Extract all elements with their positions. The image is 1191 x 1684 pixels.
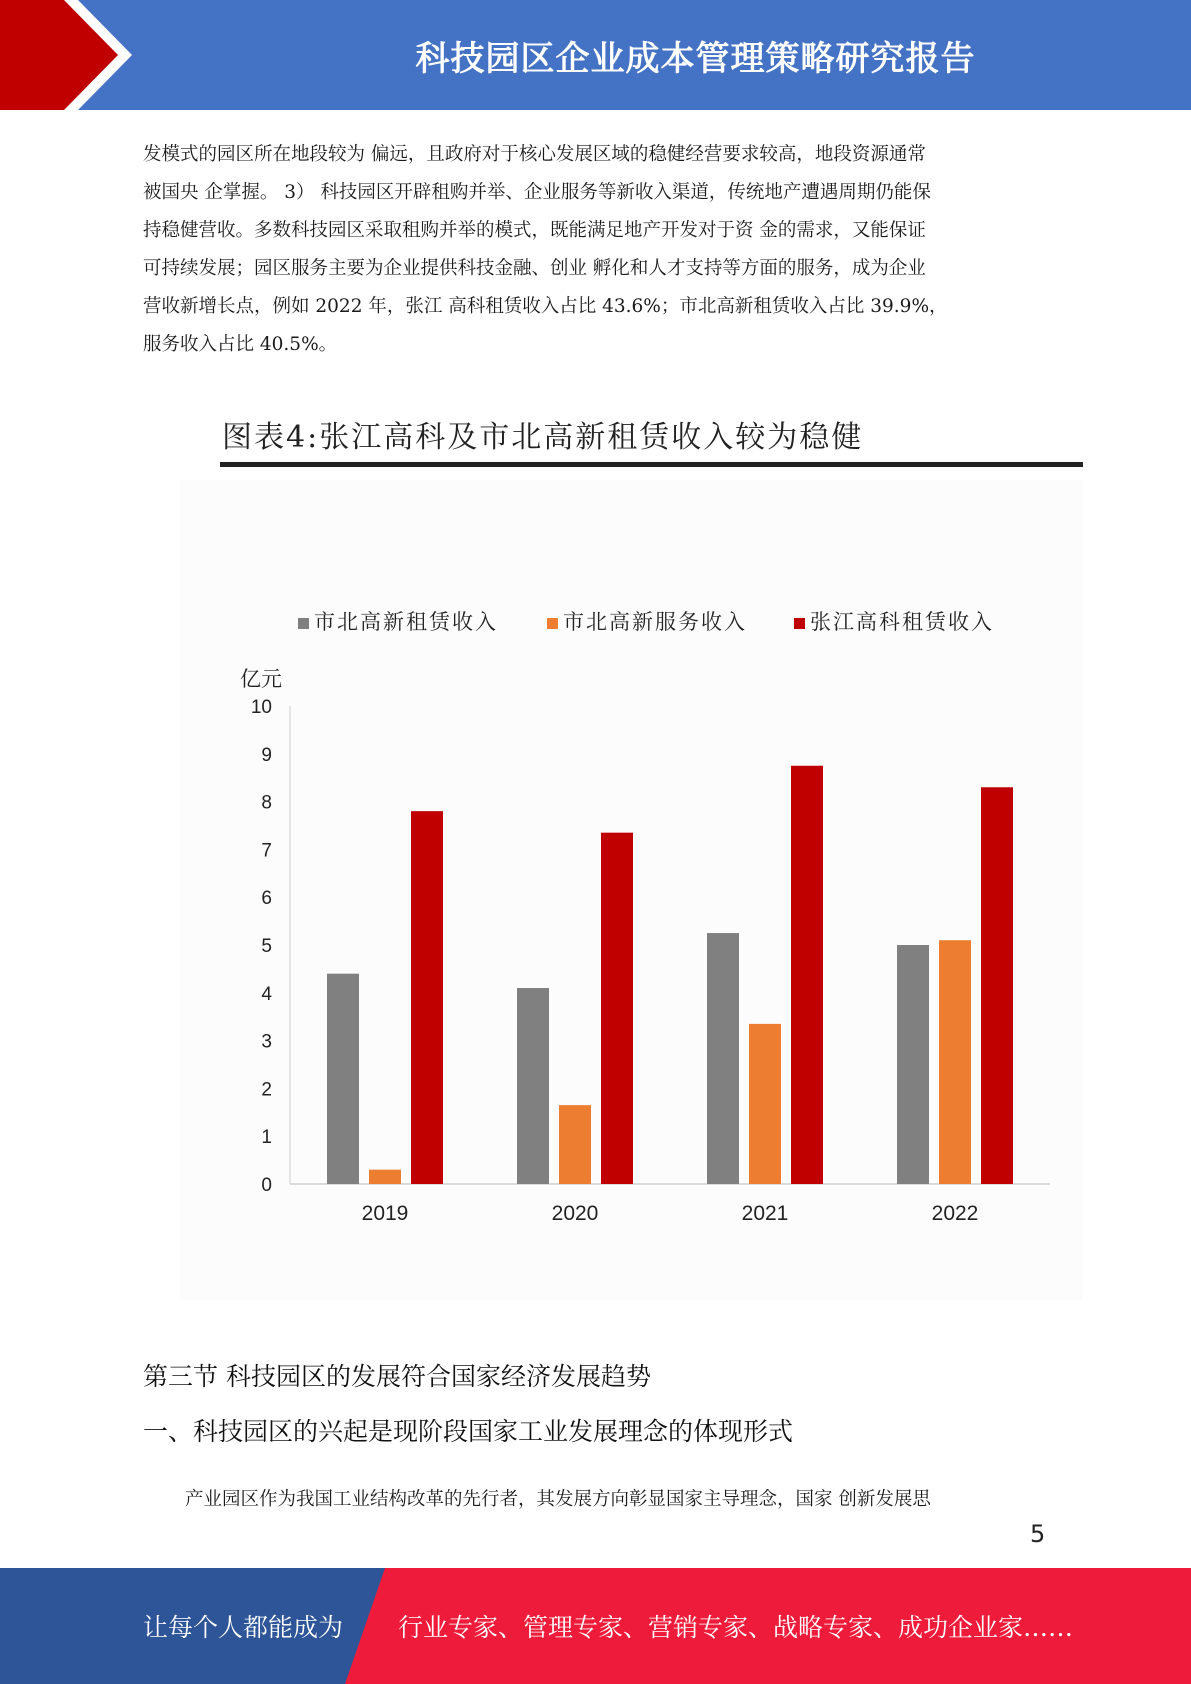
legend-label: 市北高新服务收入 [563, 610, 747, 634]
bar-3 [601, 833, 633, 1184]
x-tick-label: 2020 [551, 1202, 599, 1225]
section-heading: 第三节 科技园区的发展符合国家经济发展趋势 [143, 1362, 651, 1391]
legend-swatch [298, 618, 309, 629]
y-tick-label: 5 [261, 936, 272, 957]
y-tick-label: 8 [261, 792, 272, 814]
bar-3 [791, 766, 823, 1184]
bar-1 [707, 933, 739, 1184]
x-tick-label: 2019 [361, 1202, 409, 1225]
legend-label: 市北高新租赁收入 [314, 610, 498, 634]
body-line: 被国央 企掌握。 3） 科技园区开辟租购并举、企业服务等新收入渠道，传统地产遭遇周期仍能保 [143, 182, 931, 203]
y-tick-label: 6 [261, 888, 272, 910]
bar-1 [897, 945, 929, 1184]
y-tick-label: 0 [261, 1175, 272, 1196]
page-number: 5 [1030, 1520, 1046, 1548]
body-paragraph [143, 136, 1048, 364]
y-tick-label: 10 [250, 697, 272, 718]
y-axis-label: 亿元 [240, 667, 282, 691]
figure-title: 图表4:张江高科及市北高新租赁收入较为稳健 [222, 420, 864, 455]
page-header [0, 0, 1191, 110]
bar-2 [939, 940, 971, 1184]
legend-swatch [547, 618, 558, 629]
body-line: 营收新增长点，例如 2022 年，张江 高科租赁收入占比 43.6%；市北高新租赁收入占比 39.9%， [143, 296, 948, 317]
bar-2 [559, 1105, 591, 1184]
subsection-heading: 一、科技园区的兴起是现阶段国家工业发展理念的体现形式 [143, 1417, 794, 1446]
y-tick-label: 9 [261, 744, 272, 766]
x-tick-label: 2021 [741, 1202, 789, 1225]
bar-1 [517, 988, 549, 1184]
page-footer [0, 1568, 1191, 1684]
x-tick-label: 2022 [931, 1202, 979, 1225]
footer-slogan-left: 让每个人都能成为 [143, 1613, 344, 1642]
y-tick-label: 1 [261, 1127, 272, 1149]
document-title: 科技园区企业成本管理策略研究报告 [415, 38, 976, 79]
bar-1 [327, 974, 359, 1184]
bar-2 [369, 1170, 401, 1184]
bar-2 [749, 1024, 781, 1184]
body-line: 发模式的园区所在地段较为 偏远，且政府对于核心发展区域的稳健经营要求较高，地段资源通常 [143, 144, 926, 165]
legend-swatch [794, 618, 805, 629]
y-tick-label: 4 [261, 983, 272, 1005]
bar-chart [180, 480, 1082, 1300]
y-tick-label: 2 [261, 1079, 272, 1101]
figure-title-rule [220, 462, 1083, 467]
section-paragraph: 产业园区作为我国工业结构改革的先行者，其发展方向彰显国家主导理念，国家 创新发展思 [185, 1489, 931, 1510]
body-line: 服务收入占比 40.5%。 [143, 334, 338, 355]
legend-label: 张江高科租赁收入 [810, 610, 994, 634]
footer-slogan-right: 行业专家、管理专家、营销专家、战略专家、成功企业家…… [398, 1613, 1074, 1642]
bar-3 [981, 787, 1013, 1184]
body-line: 持稳健营收。多数科技园区采取租购并举的模式，既能满足地产开发对于资 金的需求，又能保证 [143, 220, 926, 241]
body-line: 可持续发展；园区服务主要为企业提供科技金融、创业 孵化和人才支持等方面的服务，成为企业 [143, 258, 926, 279]
y-tick-label: 3 [261, 1031, 272, 1053]
chart-container [180, 480, 1082, 1300]
bar-3 [411, 811, 443, 1184]
y-tick-label: 7 [261, 840, 272, 862]
header-arrow-decoration [0, 0, 200, 110]
